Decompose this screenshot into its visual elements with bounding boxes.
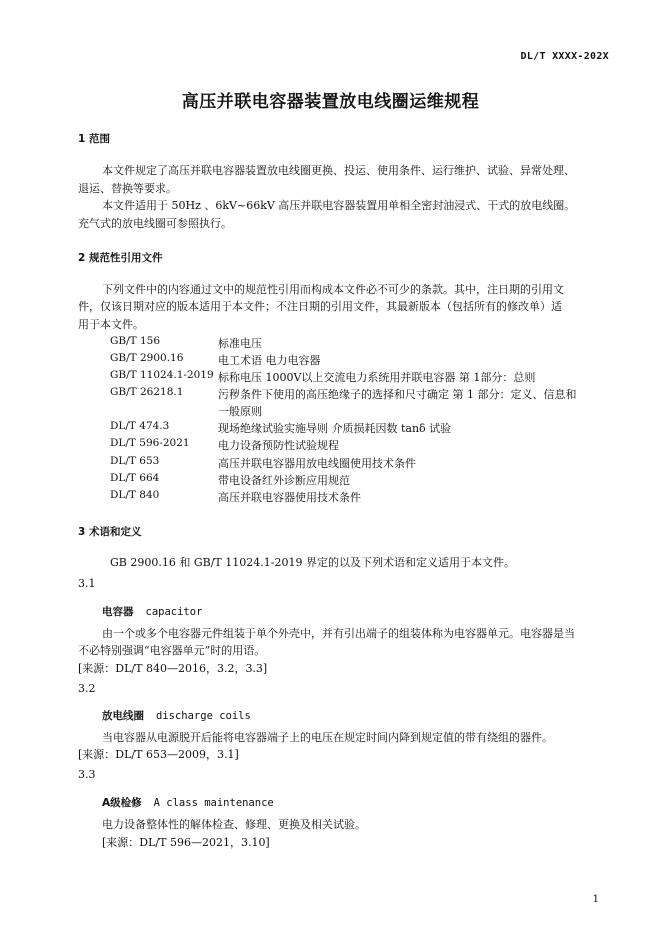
term-definition-line-1: 当电容器从电源脱开后能将电容器端子上的电压在规定时间内降到规定值的带有绕组的器件。 [102,731,553,744]
refs-intro-line-3: 用于本文件。 [78,318,144,331]
term-title [102,795,274,810]
ref-code: GB/T 26218.1 [110,386,184,398]
terms-intro: GB 2900.16 和 GB/T 11024.1-2019 界定的以及下列术语和定义适用于本文件。 [110,556,515,569]
ref-name: 现场绝缘试验实施导则 介质损耗因数 tanδ 试验 [218,422,452,435]
scope-paragraph-1-line-2: 退运、替换等要求。 [78,182,177,195]
ref-name: 高压并联电容器用放电线圈使用技术条件 [218,457,416,470]
term-en: discharge coils [156,710,251,722]
term-definition-line-1: 电力设备整体性的解体检查、修理、更换及相关试验。 [102,818,366,831]
ref-name: 电力设备预防性试验规程 [218,439,339,452]
term-title [102,708,251,723]
term-zh: 电容器 [102,606,134,618]
page-number: 1 [592,894,599,905]
term-source: [来源：DL/T 596—2021，3.10] [102,836,270,849]
refs-intro-line-2: 件，仅该日期对应的版本适用于本文件；不注日期的引用文件，其最新版本（包括所有的修改单）适 [78,300,562,313]
ref-code: GB/T 156 [110,335,161,347]
ref-code: DL/T 664 [110,472,160,484]
ref-name: 高压并联电容器使用技术条件 [218,491,361,504]
ref-code: DL/T 596-2021 [110,437,190,449]
term-definition-line-2: 不必特别强调“电容器单元”时的用语。 [78,644,266,657]
ref-code: GB/T 11024.1-2019 [110,369,214,381]
ref-code: DL/T 474.3 [110,420,170,432]
ref-name: 标称电压 1000V以上交流电力系统用并联电容器 第 1部分：总则 [218,371,536,384]
ref-name-continued: 一般原则 [218,405,262,418]
term-en: A class maintenance [153,797,274,809]
scope-paragraph-2-line-2: 充气式的放电线圈可参照执行。 [78,217,232,230]
document-code: DL/T XXXX-202X [520,51,609,62]
document-title: 高压并联电容器装置放电线圈运维规程 [181,92,480,112]
scope-paragraph-2-line-1: 本文件适用于 50Hz 、6kV~66kV 高压并联电容器装置用单相全密封油浸式、干式的放电线圈。 [102,199,576,212]
ref-name: 电工术语 电力电容器 [218,354,321,367]
term-en: capacitor [145,606,203,618]
refs-intro-line-1: 下列文件中的内容通过文中的规范性引用而构成本文件必不可少的条款。其中，注日期的引用文 [102,283,564,296]
ref-name: 污秽条件下使用的高压绝缘子的选择和尺寸确定 第 1 部分：定义、信息和 [218,388,577,401]
term-number: 3.2 [78,682,96,695]
term-number: 3.1 [78,577,96,590]
term-title [102,604,202,619]
section-1-heading: 1 范围 [78,133,110,145]
section-3-heading: 3 术语和定义 [78,526,142,538]
term-zh: A级检修 [102,797,142,809]
ref-name: 带电设备红外诊断应用规范 [218,474,350,487]
term-number: 3.3 [78,768,96,781]
ref-code: DL/T 840 [110,489,160,501]
term-zh: 放电线圈 [102,710,144,722]
term-definition-line-1: 由一个或多个电容器元件组装于单个外壳中，并有引出端子的组装体称为电容器单元。电容器是当 [102,627,575,640]
term-source: [来源：DL/T 653—2009，3.1] [78,748,239,761]
scope-paragraph-1-line-1: 本文件规定了高压并联电容器装置放电线圈更换、投运、使用条件、运行维护、试验、异常处理、 [102,164,575,177]
ref-code: DL/T 653 [110,455,160,467]
term-source: [来源：DL/T 840—2016，3.2，3.3] [78,662,268,675]
ref-name: 标准电压 [218,337,262,350]
section-2-heading: 2 规范性引用文件 [78,252,163,264]
ref-code: GB/T 2900.16 [110,352,184,364]
